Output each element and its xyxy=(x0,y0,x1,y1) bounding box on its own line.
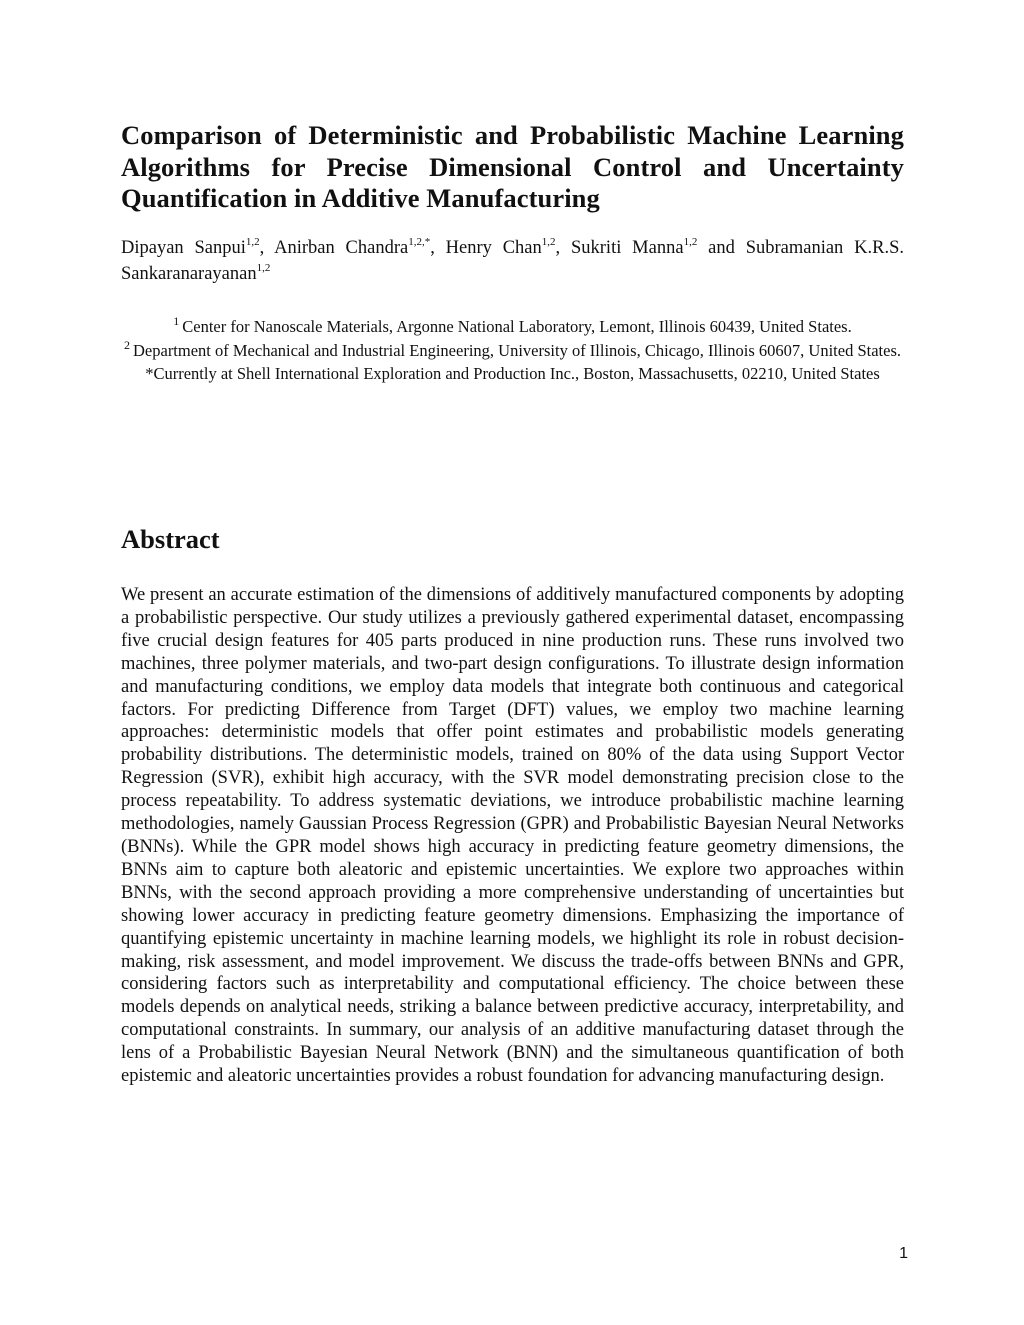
author-affiliation-marker: 1,2 xyxy=(256,262,271,274)
affiliation-number: 2 xyxy=(124,338,130,352)
page-number: 1 xyxy=(899,1245,908,1262)
affiliation-list xyxy=(118,315,907,384)
abstract-text: We present an accurate estimation of the dimensions of additively manufactured components by adopting a probabilistic perspective. Our study utilizes a previously gathered experimental dataset, encompassing five crucial design features for 405 parts produced in nine production runs. These runs involved two machines, three polymer materials, and two-part design configurations. To illustrate design information and manufacturing conditions, we employ data models that integrate both continuous and categorical factors. For predicting Difference from Target (DFT) values, we employ two machine learning approaches: deterministic models that offer point estimates and probabilistic models generating probability distributions. The deterministic models, trained on 80% of the data using Support Vector Regression (SVR), exhibit high accuracy, with the SVR model demonstrating precision close to the process repeatability. To address systematic deviations, we introduce probabilistic machine learning methodologies, namely Gaussian Process Regression (GPR) and Probabilistic Bayesian Neural Networks (BNNs). While the GPR model shows high accuracy in predicting feature geometry dimensions, the BNNs aim to capture both aleatoric and epistemic uncertainties. We explore two approaches within BNNs, with the second approach providing a more comprehensive understanding of uncertainties but showing lower accuracy in predicting feature geometry dimensions. Emphasizing the importance of quantifying epistemic uncertainty in machine learning models, we highlight its role in robust decision-making, risk assessment, and model improvement. We discuss the trade-offs between BNNs and GPR, considering factors such as interpretability and computational efficiency. The choice between these models depends on analytical needs, striking a balance between predictive accuracy, interpretability, and computational constraints. In summary, our analysis of an additive manufacturing dataset through the lens of a Probabilistic Bayesian Neural Network (BNN) and the simultaneous quantification of both epistemic and aleatoric uncertainties provides a robust foundation for advancing manufacturing design. xyxy=(121,585,904,1087)
affiliation xyxy=(118,315,907,339)
author-affiliation-marker: 1,2 xyxy=(541,236,556,248)
author-name: Sukriti Manna xyxy=(570,238,684,258)
author-separator: and xyxy=(697,238,746,258)
author-affiliation-marker: 1,2,* xyxy=(408,236,431,248)
author-name: Subramanian K.R.S. Sankaranarayanan xyxy=(121,238,904,284)
author-name: Henry Chan xyxy=(445,238,542,258)
author-separator: , xyxy=(259,238,275,258)
abstract-heading: Abstract xyxy=(121,524,220,554)
affiliation-number: 1 xyxy=(173,314,180,328)
author-name: Dipayan Sanpui xyxy=(121,238,246,258)
author-name: Anirban Chandra xyxy=(274,238,409,258)
affiliation-text: Center for Nanoscale Materials, Argonne National Laboratory, Lemont, Illinois 60439, United States. xyxy=(182,317,852,336)
author-list xyxy=(121,235,904,287)
current-address-note: *Currently at Shell International Exploration and Production Inc., Boston, Massachusetts, 02210, United States xyxy=(145,364,880,383)
author-affiliation-marker: 1,2 xyxy=(683,236,698,248)
paper-title: Comparison of Deterministic and Probabilistic Machine Learning Algorithms for Precise Dimensional Control and Uncertainty Quantification in Additive Manufacturing xyxy=(121,120,904,213)
affiliation-text: Department of Mechanical and Industrial Engineering, University of Illinois, Chicago, Illinois 60607, United States. xyxy=(133,341,901,360)
affiliation xyxy=(118,339,907,363)
author-separator: , xyxy=(430,238,446,258)
author-affiliation-marker: 1,2 xyxy=(245,236,260,248)
author-separator: , xyxy=(555,238,571,258)
